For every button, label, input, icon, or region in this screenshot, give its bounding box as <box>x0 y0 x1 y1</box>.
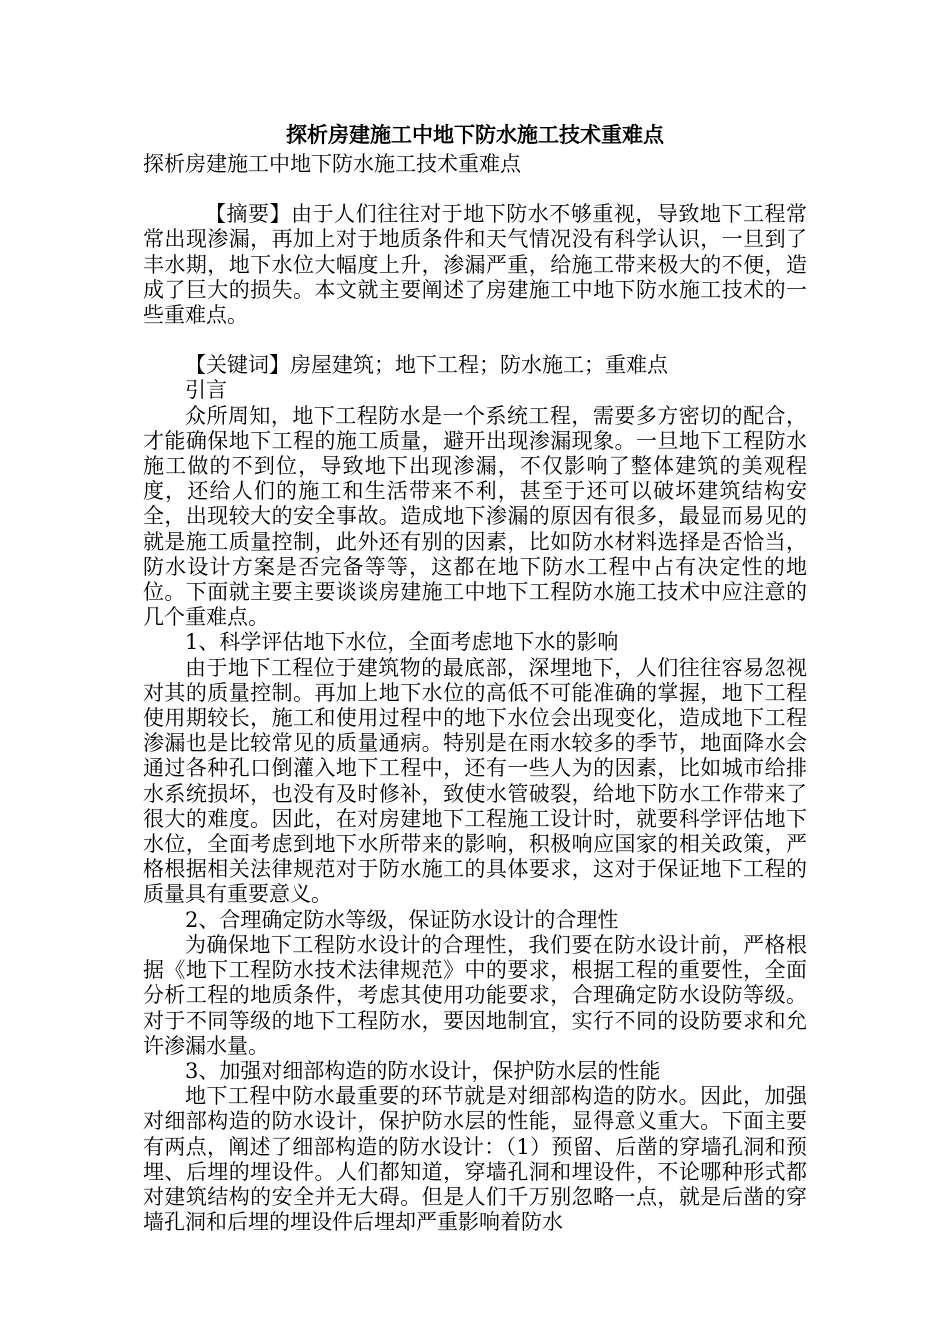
blank-line <box>143 328 807 353</box>
document-subtitle: 探析房建施工中地下防水施工技术重难点 <box>143 152 521 176</box>
document-page <box>143 118 807 1235</box>
intro-paragraph: 众所周知，地下工程防水是一个系统工程，需要多方密切的配合，才能确保地下工程的施工质量，避开出现渗漏现象。一旦地下工程防水施工做的不到位，导致地下出现渗漏，不仅影响了整体建筑的美观程度，还给人们的施工和生活带来不利，甚至于还可以破坏建筑结构安全，出现较大的安全事故。造成地下渗漏的原因有很多，最显而易见的就是施工质量控制，此外还有别的因素，比如防水材料选择是否恰当，防水设计方案是否完备等等，这都在地下防水工程中占有决定性的地位。下面就主要主要谈谈房建施工中地下工程防水施工技术中应注意的几个重难点。 <box>143 403 807 630</box>
section-1-heading: 1、科学评估地下水位，全面考虑地下水的影响 <box>185 630 619 655</box>
section-3-heading: 3、加强对细部构造的防水设计，保护防水层的性能 <box>185 1058 661 1083</box>
section-2-paragraph: 为确保地下工程防水设计的合理性，我们要在防水设计前，严格根据《地下工程防水技术法律规范》中的要求，根据工程的重要性，全面分析工程的地质条件，考虑其使用功能要求，合理确定防水设防等级。对于不同等级的地下工程防水，要因地制宜，实行不同的设防要求和允许渗漏水量。 <box>143 932 807 1058</box>
document-title: 探析房建施工中地下防水施工技术重难点 <box>286 123 664 147</box>
section-2-heading: 2、合理确定防水等级，保证防水设计的合理性 <box>185 907 619 932</box>
section-1-paragraph: 由于地下工程位于建筑物的最底部，深埋地下，人们往往容易忽视对其的质量控制。再加上地下水位的高低不可能准确的掌握，地下工程使用期较长，施工和使用过程中的地下水位会出现变化，造成地下工程渗漏也是比较常见的质量通病。特别是在雨水较多的季节，地面降水会通过各种孔口倒灌入地下工程中，还有一些人为的因素，比如城市给排水系统损坏，也没有及时修补，致使水管破裂，给地下防水工作带来了很大的难度。因此，在对房建地下工程施工设计时，就要科学评估地下水位，全面考虑到地下水所带来的影响，积极响应国家的相关政策，严格根据相关法律规范对于防水施工的具体要求，这对于保证地下工程的质量具有重要意义。 <box>143 655 807 907</box>
abstract-paragraph: 【摘要】由于人们往往对于地下防水不够重视，导致地下工程常常出现渗漏，再加上对于地质条件和天气情况没有科学认识，一旦到了丰水期，地下水位大幅度上升，渗漏严重，给施工带来极大的不便，造成了巨大的损失。本文就主要阐述了房建施工中地下防水施工技术的一些重难点。 <box>143 202 807 328</box>
section-3-paragraph: 地下工程中防水最重要的环节就是对细部构造的防水。因此，加强对细部构造的防水设计，保护防水层的性能，显得意义重大。下面主要有两点，阐述了细部构造的防水设计：（1）预留、后凿的穿墙孔洞和预埋、后埋的埋设件。人们都知道，穿墙孔洞和埋设件，不论哪种形式都对建筑结构的安全并无大碍。但是人们千万别忽略一点，就是后凿的穿墙孔洞和后埋的埋设件后埋却严重影响着防水 <box>143 1084 807 1235</box>
blank-line <box>143 177 807 202</box>
keywords-paragraph: 【关键词】房屋建筑；地下工程；防水施工；重难点 <box>185 353 668 378</box>
intro-heading: 引言 <box>185 378 227 403</box>
